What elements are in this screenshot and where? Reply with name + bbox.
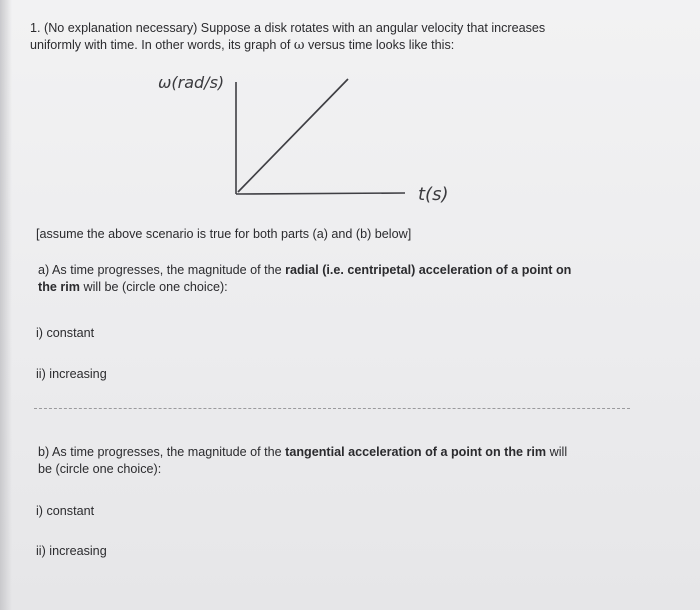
question-1-line-2-after: versus time looks like this: [307,38,455,52]
part-b-line-1-after: will [549,445,568,459]
sheet-shadow-edge [0,0,12,610]
graph-x-axis [236,193,405,194]
part-b-line-2: be (circle one choice): [38,462,162,476]
part-a-line-2-after: will be (circle one choice): [83,280,228,294]
part-b-option-increasing[interactable]: ii) increasing [36,544,107,558]
assumption-text: [assume the above scenario is true for both parts (a) and (b) below] [36,227,412,241]
question-1-line-2 [30,37,545,54]
omega-vs-time-graph [150,60,480,210]
part-b-option-constant[interactable]: i) constant [36,504,95,518]
part-a-line-1-before: a) As time progresses, the magnitude of the [38,263,282,277]
part-a-option-constant[interactable]: i) constant [36,326,95,340]
part-a-line-1-bold: radial (i.e. centripetal) acceleration of a point on [285,263,572,277]
part-b-line-1-bold: tangential acceleration of a point on the rim [285,445,547,459]
question-1-text [30,20,545,54]
graph-y-axis-label: ω(rad/s) [158,73,225,92]
part-a-line-2-bold: the rim [38,280,80,294]
part-a-line-2 [38,279,571,296]
part-b-line-1-before: b) As time progresses, the magnitude of the [38,445,282,459]
dashed-divider [34,408,630,409]
part-a-option-increasing[interactable]: ii) increasing [36,367,107,381]
omega-symbol: ω [293,38,305,53]
question-1-line-1: 1. (No explanation necessary) Suppose a disk rotates with an angular velocity that increases [30,21,546,35]
graph-omega-line [238,79,348,192]
part-b-question [38,444,567,478]
question-1-line-2-before: uniformly with time. In other words, its graph of [30,38,291,52]
graph-x-axis-label: t(s) [418,184,449,205]
part-a-question [38,262,571,296]
